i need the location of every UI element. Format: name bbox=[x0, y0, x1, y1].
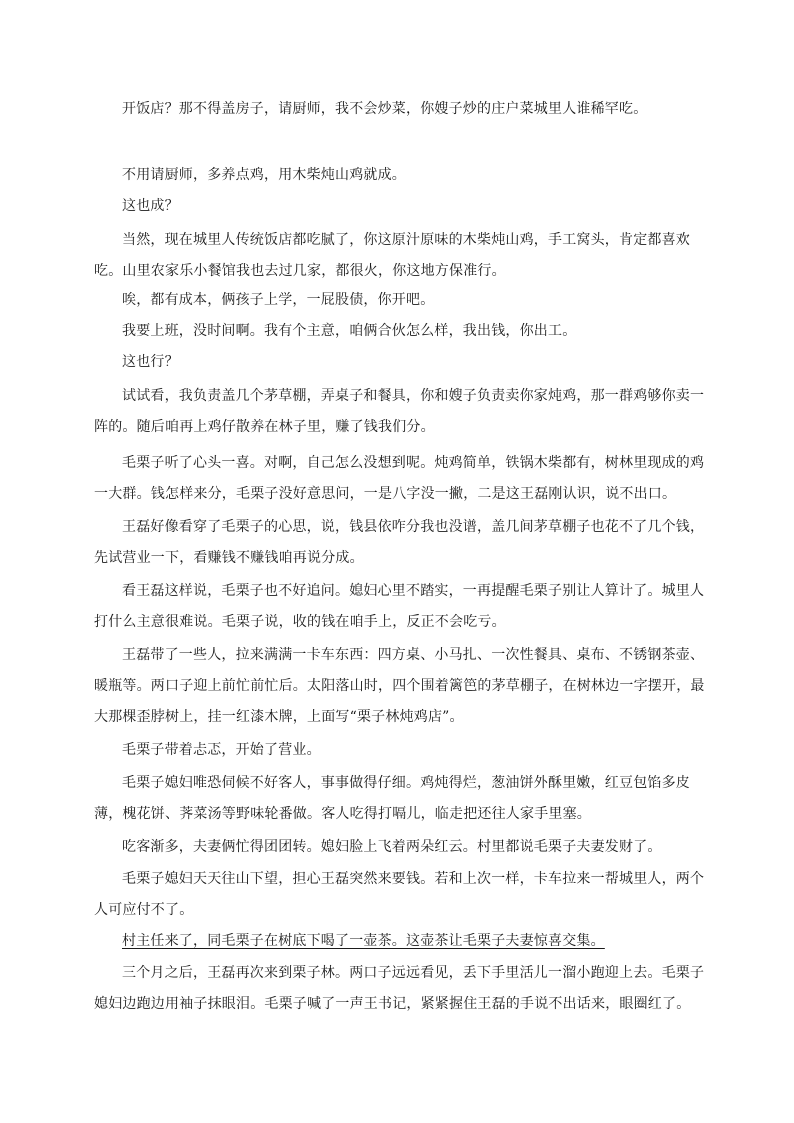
paragraph-7: 这也行？ bbox=[122, 354, 179, 370]
paragraph-10: 王磊好像看穿了毛栗子的心思，说，钱县依咋分我也没谱，盖几间茅草棚子也花不了几个钱，先试营业一下，看赚钱不赚钱咱再说分成。 bbox=[94, 519, 705, 566]
underlined-sentence: 村主任来了，同毛栗子在树底下喝了一壶茶。这壶茶让毛栗子夫妻惊喜交集。 bbox=[122, 933, 605, 949]
paragraph-11: 看王磊这样说，毛栗子也不好追问。媳妇心里不踏实，一再提醒毛栗子别让人算计了。城里人打什么主意很难说。毛栗子说，收的钱在咱手上，反正不会吃亏。 bbox=[94, 583, 705, 630]
paragraph-15: 吃客渐多，夫妻俩忙得团团转。媳妇脸上飞着两朵红云。村里都说毛栗子夫妻发财了。 bbox=[122, 839, 662, 855]
paragraph-8: 试试看，我负责盖几个茅草棚，弄桌子和餐具，你和嫂子负责卖你家炖鸡，那一群鸡够你卖一阵的。随后咱再上鸡仔散养在林子里，赚了钱我们分。 bbox=[94, 388, 705, 435]
paragraph-18: 三个月之后，王磊再次来到栗子林。两口子远远看见，丢下手里活儿一溜小跑迎上去。毛栗子媳妇边跑边用袖子抹眼泪。毛栗子喊了一声王书记，紧紧握住王磊的手说不出话来，眼圈红了。 bbox=[94, 965, 705, 1012]
paragraph-1: 开饭店？那不得盖房子，请厨师，我不会炒菜，你嫂子炒的庄户菜城里人谁稀罕吃。 bbox=[122, 101, 648, 117]
paragraph-14: 毛栗子媳妇唯恐伺候不好客人，事事做得仔细。鸡炖得烂，葱油饼外酥里嫩，红豆包馅多皮薄，槐花饼、荠菜汤等野味轮番做。客人吃得打嗝儿，临走把还往人家手里塞。 bbox=[94, 775, 690, 822]
paragraph-13: 毛栗子带着忐忑，开始了营业。 bbox=[122, 742, 321, 758]
paragraph-2: 不用请厨师，多养点鸡，用木柴炖山鸡就成。 bbox=[122, 167, 406, 183]
paragraph-16: 毛栗子媳妇天天往山下望，担心王磊突然来要钱。若和上次一样，卡车拉来一帮城里人，两个人可应付不了。 bbox=[94, 871, 705, 918]
paragraph-6: 我要上班，没时间啊。我有个主意，咱俩合伙怎么样，我出钱，你出工。 bbox=[122, 323, 577, 339]
paragraph-5: 唉，都有成本，俩孩子上学，一屁股债，你开吧。 bbox=[122, 292, 435, 308]
paragraph-4: 当然，现在城里人传统饭店都吃腻了，你这原汁原味的木柴炖山鸡，手工窝头，肯定都喜欢吃。山里农家乐小餐馆我也去过几家，都很火，你这地方保准行。 bbox=[94, 232, 690, 279]
paragraph-12: 王磊带了一些人，拉来满满一卡车东西：四方桌、小马扎、一次性餐具、桌布、不锈钢茶壶、暖瓶等。两口子迎上前忙前忙后。太阳落山时，四个围着篱笆的茅草棚子，在树林边一字摆开，最大那棵歪脖树上，挂一红漆木牌，上面写“栗子林炖鸡店”。 bbox=[94, 647, 705, 725]
paragraph-9: 毛栗子听了心头一喜。对啊，自己怎么没想到呢。炖鸡简单，铁锅木柴都有，树林里现成的鸡一大群。钱怎样来分，毛栗子没好意思问，一是八字没一撇，二是这王磊刚认识，说不出口。 bbox=[94, 455, 705, 502]
paragraph-3: 这也成？ bbox=[122, 198, 179, 214]
paragraph-17 bbox=[94, 926, 706, 957]
